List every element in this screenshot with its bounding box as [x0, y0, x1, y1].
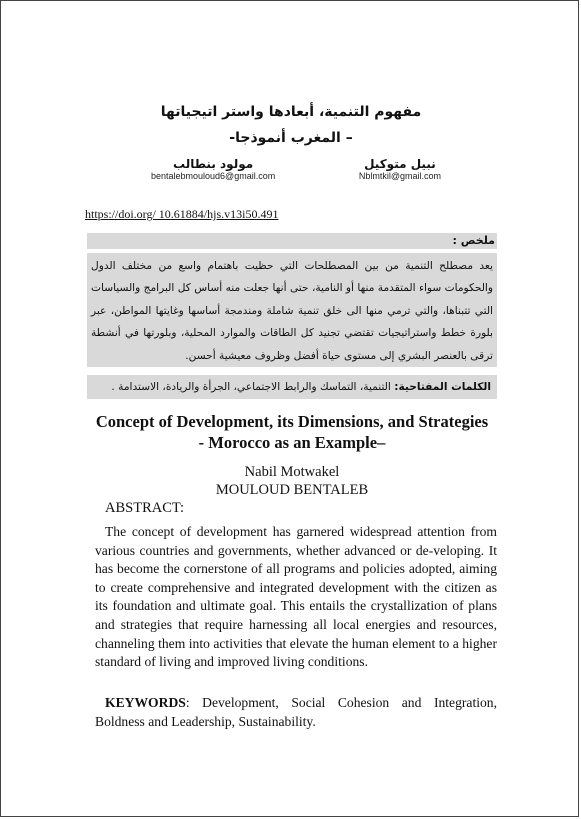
english-title-line1: Concept of Development, its Dimensions, and Strategies — [95, 412, 489, 431]
arabic-title-line2: – المغرب أنموذجا- — [229, 130, 353, 146]
english-keywords-label: KEYWORDS — [105, 695, 186, 710]
author-1-email[interactable]: Nblmtkil@gmail.com — [358, 171, 441, 181]
author-2-email[interactable]: bentalebmouloud6@gmail.com — [151, 171, 276, 181]
arabic-keywords-label: الكلمات المفتاحية: — [394, 381, 491, 393]
arabic-abstract-label: ملخص : — [87, 233, 497, 249]
arabic-title — [101, 99, 481, 151]
author-2-name: مولود بنطالب — [173, 157, 254, 171]
arabic-author-2 — [151, 157, 275, 181]
english-author-2: MOULOUD BENTALEB — [215, 482, 369, 498]
english-title — [87, 411, 497, 453]
arabic-keywords — [87, 375, 497, 399]
arabic-authors — [151, 157, 441, 181]
arabic-author-1 — [359, 157, 441, 181]
english-abstract-label: ABSTRACT: — [105, 500, 185, 516]
english-abstract-text: The concept of development has garnered widespread attention from various countries and governments, whether advanced or de-veloping. It has become the cornerstone of all programs and policies adopted, aiming to create comprehensive and integrated development with the citizen as its foundation and ultimate goal. This entails the crystallization of plans and strategies that require harnessing all local energies and resources, channeling them into activities that elevate the human element to a higher standard of living and improved living conditions. — [95, 524, 497, 670]
english-title-line2: - Morocco as an Example– — [198, 433, 386, 452]
english-author-1: Nabil Motwakel — [244, 464, 340, 480]
english-authors — [87, 463, 497, 499]
arabic-keywords-text: التنمية، التماسك والرابط الاجتماعي، الجرأة والريادة، الاستدامة . — [111, 381, 395, 393]
arabic-abstract-text: يعد مصطلح التنمية من بين المصطلحات التي حظيت باهتمام واسع من مختلف الدول والحكومات سواء المتقدمة منها أو النامية، حتى أنها جعلت منه أساس كل البرامج والسياسات التي تتبناها، والتي ترمي منها الى خلق تنمية شاملة ومندمجة أساسها وغايتها المواطن، عبر بلورة خطط واستراتيجيات تقتضي تجنيد كل الطاقات والموارد المحلية، وبلورتها في أنشطة ترقى بالعنصر البشري إلى مستوى حياة أفضل وظروف معيشية أحسن. — [87, 253, 497, 367]
author-1-name: نبيل متوكيل — [364, 157, 436, 171]
english-keywords-text: : Development, Social Cohesion and Integration, Boldness and Leadership, Sustainability. — [95, 695, 497, 729]
arabic-title-line1: مفهوم التنمية، أبعادها واستر اتيجياتها — [160, 104, 422, 120]
doi-link[interactable]: https://doi.org/ 10.61884/hjs.v13i50.491 — [85, 207, 279, 221]
english-keywords — [95, 693, 497, 731]
